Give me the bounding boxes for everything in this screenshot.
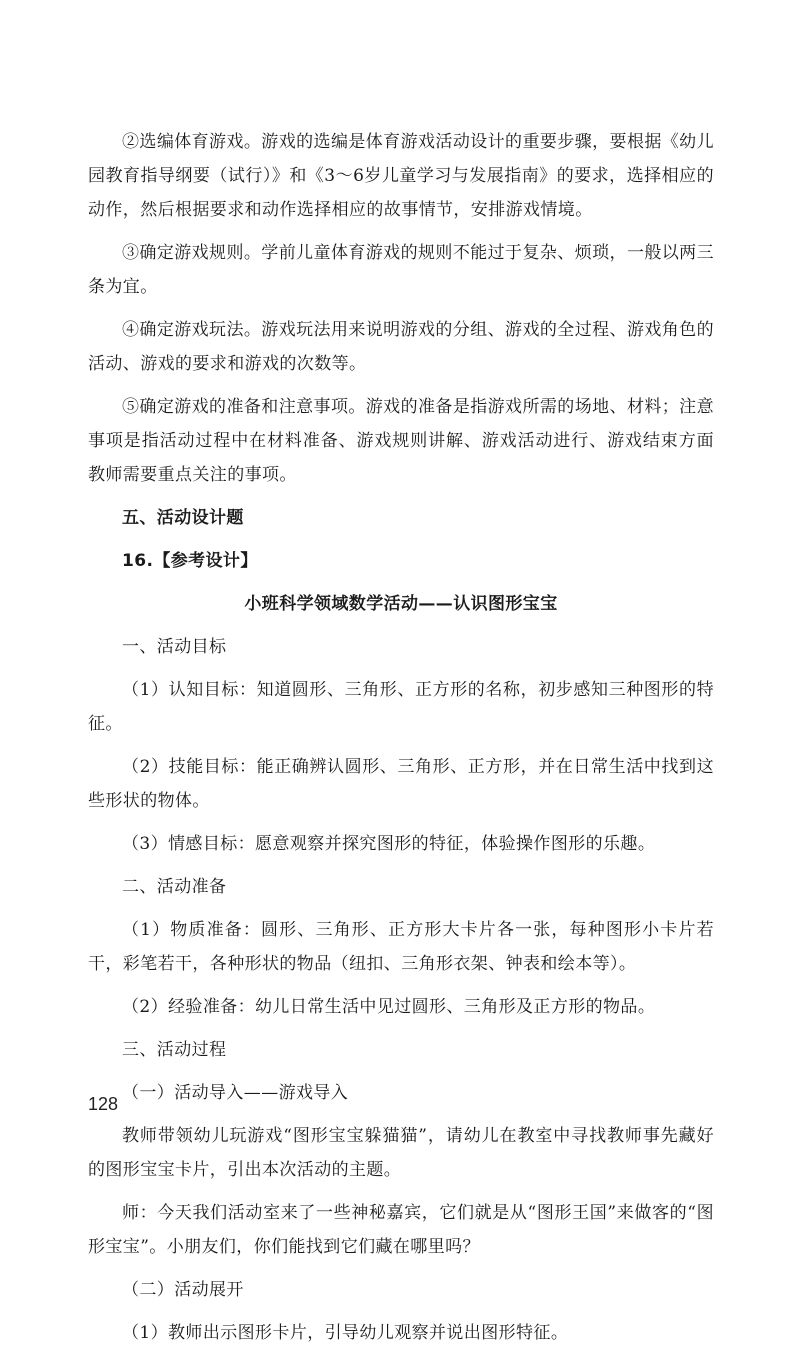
subheading-process: 三、活动过程	[122, 1040, 227, 1060]
process-step-1: （1）教师出示图形卡片，引导幼儿观察并说出图形特征。	[122, 1323, 569, 1343]
process-develop-heading: （二）活动展开	[122, 1280, 244, 1300]
preparation-material: （1）物质准备：圆形、三角形、正方形大卡片各一张，每种图形小卡片若干，彩笔若干，各种形状的物品（纽扣、三角形衣架、钟表和绘本等）。	[88, 920, 714, 974]
section-heading: 五、活动设计题	[122, 508, 244, 528]
paragraph-game-preparation: ⑤确定游戏的准备和注意事项。游戏的准备是指游戏所需的场地、材料；注意事项是指活动过程中在材料准备、游戏规则讲解、游戏活动进行、游戏结束方面教师需要重点关注的事项。	[88, 397, 714, 485]
paragraph-game-play: ④确定游戏玩法。游戏玩法用来说明游戏的分组、游戏的全过程、游戏角色的活动、游戏的要求和游戏的次数等。	[88, 320, 714, 374]
process-intro-heading: （一）活动导入——游戏导入	[122, 1083, 349, 1103]
subheading-preparation: 二、活动准备	[122, 877, 227, 897]
question-heading: 16.【参考设计】	[122, 551, 258, 571]
page-number: 128	[88, 1094, 119, 1114]
activity-title: 小班科学领域数学活动——认识图形宝宝	[244, 594, 558, 614]
subheading-goals: 一、活动目标	[122, 637, 227, 657]
paragraph-select-game: ②选编体育游戏。游戏的选编是体育游戏活动设计的重要步骤，要根据《幼儿园教育指导纲要（试行）》和《3～6岁儿童学习与发展指南》的要求，选择相应的动作，然后根据要求和动作选择相应的故事情节，安排游戏情境。	[88, 132, 714, 220]
process-intro-text: 教师带领幼儿玩游戏“图形宝宝躲猫猫”，请幼儿在教室中寻找教师事先藏好的图形宝宝卡片，引出本次活动的主题。	[88, 1126, 714, 1180]
paragraph-game-rules: ③确定游戏规则。学前儿童体育游戏的规则不能过于复杂、烦琐，一般以两三条为宜。	[88, 243, 714, 297]
page-body	[88, 125, 714, 1359]
goal-skill: （2）技能目标：能正确辨认圆形、三角形、正方形，并在日常生活中找到这些形状的物体。	[88, 757, 714, 811]
goal-cognitive: （1）认知目标：知道圆形、三角形、正方形的名称，初步感知三种图形的特征。	[88, 680, 714, 734]
teacher-dialogue: 师：今天我们活动室来了一些神秘嘉宾，它们就是从“图形王国”来做客的“图形宝宝”。小朋友们，你们能找到它们藏在哪里吗？	[88, 1203, 714, 1257]
preparation-experience: （2）经验准备：幼儿日常生活中见过圆形、三角形及正方形的物品。	[122, 997, 656, 1017]
goal-emotion: （3）情感目标：愿意观察并探究图形的特征，体验操作图形的乐趣。	[122, 834, 656, 854]
